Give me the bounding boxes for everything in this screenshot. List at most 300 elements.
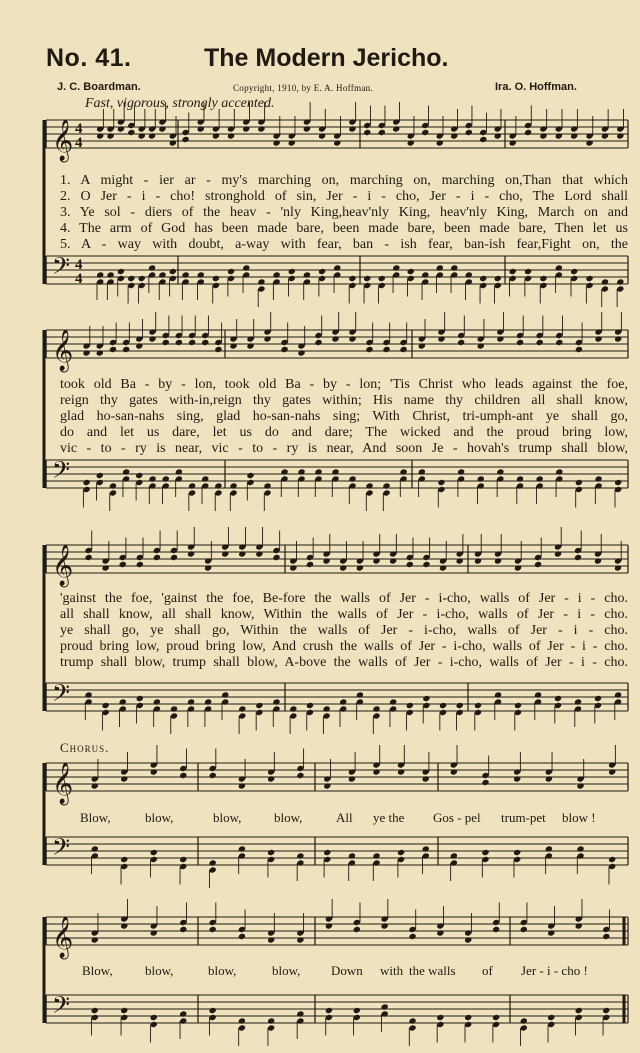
note-head	[421, 271, 429, 278]
note-head	[122, 346, 130, 353]
note-head	[614, 335, 622, 342]
note-head	[109, 346, 117, 353]
note-head	[348, 775, 356, 782]
note-head	[494, 691, 502, 698]
note-head	[450, 852, 458, 859]
note-head	[297, 468, 305, 475]
verse-2-line-a: 2. O Jer - i - cho! stronghold of sin, Jer - i - cho, Jer - i - cho, The Lord shall	[60, 189, 628, 204]
note-head	[170, 554, 178, 561]
note-head	[594, 335, 602, 342]
note-head	[179, 856, 187, 863]
note-head	[381, 922, 389, 929]
note-head	[594, 695, 602, 702]
note-head	[148, 475, 156, 482]
verse-3-line-b: glad ho-san-nahs sing, glad ho-san-nahs sing; With Christ, tri-umph-ant ye shall go,	[60, 409, 628, 424]
note-head	[520, 1017, 528, 1024]
note-head	[464, 936, 472, 943]
note-head	[514, 702, 522, 709]
note-head	[96, 132, 104, 139]
note-head	[575, 922, 583, 929]
note-head	[289, 564, 297, 571]
note-head	[91, 936, 99, 943]
note-head	[496, 468, 504, 475]
note-head	[263, 335, 271, 342]
note-head	[513, 775, 521, 782]
note-head	[509, 268, 517, 275]
note-head	[477, 342, 485, 349]
tempo-marking: Fast, vigorous, strongly accented.	[85, 96, 275, 111]
note-head	[616, 132, 624, 139]
note-head	[534, 691, 542, 698]
chorus-word: Blow,	[82, 963, 113, 978]
note-head	[117, 125, 125, 132]
note-head	[136, 561, 144, 568]
note-head	[187, 550, 195, 557]
note-head	[306, 561, 314, 568]
note-head	[238, 1017, 246, 1024]
note-head	[439, 564, 447, 571]
note-head	[238, 933, 246, 940]
note-head	[378, 275, 386, 282]
note-head	[296, 936, 304, 943]
note-head	[242, 125, 250, 132]
verse-4-line-b: do and let us dare, let us do and dare; The wicked and the proud bring low,	[60, 425, 628, 440]
chorus-word: blow,	[272, 963, 301, 978]
note-head	[91, 782, 99, 789]
note-head	[406, 561, 414, 568]
note-head	[153, 554, 161, 561]
chorus-word: Down	[331, 963, 363, 978]
note-head	[96, 349, 104, 356]
note-head	[601, 132, 609, 139]
note-head	[119, 698, 127, 705]
note-head	[494, 132, 502, 139]
note-head	[169, 139, 177, 146]
note-head	[536, 475, 544, 482]
chorus-word: blow,	[145, 810, 174, 825]
note-head	[267, 936, 275, 943]
note-head	[306, 702, 314, 709]
note-head	[450, 132, 458, 139]
note-head	[181, 271, 189, 278]
treble-clef: 𝄞	[52, 917, 74, 958]
note-head	[494, 557, 502, 564]
time-signature-bottom: 4	[75, 135, 83, 151]
note-head	[422, 695, 430, 702]
bass-clef: 𝄢	[52, 833, 71, 866]
note-head	[303, 271, 311, 278]
note-head	[229, 342, 237, 349]
note-head	[91, 1007, 99, 1014]
bass-clef: 𝄢	[52, 456, 71, 489]
note-head	[120, 856, 128, 863]
note-head	[227, 268, 235, 275]
note-head	[83, 349, 91, 356]
verse-1-line-a: 1. A might - ier ar - my's marching on, marching on, marching on,Than that which	[60, 173, 628, 188]
chorus-label: Chorus.	[60, 740, 110, 755]
note-head	[450, 264, 458, 271]
note-head	[201, 339, 209, 346]
note-head	[436, 1014, 444, 1021]
note-head	[214, 482, 222, 489]
note-head	[257, 125, 265, 132]
note-head	[348, 335, 356, 342]
note-head	[148, 264, 156, 271]
note-head	[96, 271, 104, 278]
note-head	[439, 702, 447, 709]
note-head	[84, 691, 92, 698]
note-head	[127, 129, 135, 136]
note-head	[323, 705, 331, 712]
note-head	[457, 339, 465, 346]
note-head	[150, 929, 158, 936]
note-head	[524, 268, 532, 275]
note-head	[594, 557, 602, 564]
chorus-word: Blow,	[80, 810, 111, 825]
note-head	[325, 1007, 333, 1014]
note-head	[389, 698, 397, 705]
verse-4-line-a: 4. The arm of God has been made bare, been made bare, been made bare, Then let us	[60, 221, 628, 236]
note-head	[179, 772, 187, 779]
note-head	[392, 264, 400, 271]
note-head	[221, 550, 229, 557]
note-head	[382, 346, 390, 353]
note-head	[297, 349, 305, 356]
note-head	[492, 926, 500, 933]
note-head	[91, 845, 99, 852]
chorus-word: the walls	[409, 963, 456, 978]
chorus-word: blow,	[145, 963, 174, 978]
note-head	[524, 129, 532, 136]
note-head	[457, 468, 465, 475]
chorus-word: blow !	[562, 810, 596, 825]
music-composer: Ira. O. Hoffman.	[495, 81, 577, 93]
note-head	[372, 705, 380, 712]
note-head	[272, 271, 280, 278]
note-head	[212, 132, 220, 139]
note-head	[601, 278, 609, 285]
note-head	[574, 554, 582, 561]
note-head	[323, 557, 331, 564]
treble-clef: 𝄞	[52, 120, 74, 161]
time-signature-top: 4	[75, 257, 83, 273]
note-head	[614, 691, 622, 698]
note-head	[608, 768, 616, 775]
note-head	[437, 479, 445, 486]
note-head	[227, 132, 235, 139]
note-head	[555, 132, 563, 139]
note-head	[229, 482, 237, 489]
note-head	[148, 335, 156, 342]
note-head	[608, 856, 616, 863]
note-head	[272, 698, 280, 705]
note-head	[465, 129, 473, 136]
note-head	[465, 271, 473, 278]
note-head	[333, 139, 341, 146]
note-head	[356, 564, 364, 571]
chorus-word: blow,	[208, 963, 237, 978]
note-head	[494, 275, 502, 282]
treble-clef: 𝄞	[52, 545, 74, 586]
note-head	[372, 557, 380, 564]
note-head	[602, 1007, 610, 1014]
note-head	[188, 482, 196, 489]
note-head	[539, 132, 547, 139]
note-head	[406, 702, 414, 709]
note-head	[153, 698, 161, 705]
note-head	[545, 775, 553, 782]
note-head	[102, 702, 110, 709]
note-head	[331, 335, 339, 342]
note-head	[392, 125, 400, 132]
note-head	[238, 845, 246, 852]
note-head	[150, 768, 158, 775]
verse-2-line-c: all shall know, all shall know, Within the walls of Jer - i-cho, walls of Jer - i - cho.	[60, 607, 628, 622]
note-head	[325, 922, 333, 929]
note-head	[288, 139, 296, 146]
note-head	[263, 482, 271, 489]
note-head	[331, 468, 339, 475]
note-head	[267, 1017, 275, 1024]
chorus-word: trum-pet	[501, 810, 546, 825]
note-head	[418, 468, 426, 475]
note-head	[399, 346, 407, 353]
note-head	[421, 129, 429, 136]
note-head	[407, 268, 415, 275]
note-head	[246, 472, 254, 479]
note-head	[150, 1014, 158, 1021]
time-signature-top: 4	[75, 121, 83, 137]
note-head	[162, 339, 170, 346]
note-head	[547, 1014, 555, 1021]
note-head	[554, 695, 562, 702]
note-head	[389, 557, 397, 564]
words-author: J. C. Boardman.	[57, 81, 141, 93]
note-head	[162, 475, 170, 482]
note-head	[255, 550, 263, 557]
note-head	[148, 132, 156, 139]
note-head	[120, 922, 128, 929]
note-head	[323, 849, 331, 856]
note-head	[339, 564, 347, 571]
chorus-word: Gos - pel	[433, 810, 481, 825]
copyright-notice: Copyright, 1910, by E. A. Hoffman.	[233, 83, 374, 93]
note-head	[197, 271, 205, 278]
note-head	[372, 768, 380, 775]
note-head	[109, 482, 117, 489]
note-head	[135, 342, 143, 349]
note-head	[296, 852, 304, 859]
note-head	[280, 468, 288, 475]
note-head	[318, 132, 326, 139]
note-head	[120, 1007, 128, 1014]
note-head	[363, 275, 371, 282]
treble-clef: 𝄞	[52, 330, 74, 371]
note-head	[84, 554, 92, 561]
note-head	[513, 849, 521, 856]
note-head	[127, 275, 135, 282]
note-head	[570, 268, 578, 275]
bass-clef: 𝄢	[52, 252, 71, 285]
note-head	[197, 125, 205, 132]
note-head	[614, 564, 622, 571]
note-head	[474, 557, 482, 564]
note-head	[158, 125, 166, 132]
chorus-word: blow,	[213, 810, 242, 825]
verse-5-line-a: 5. A - way with doubt, a-way with fear, ban - ish fear, ban-ish fear,Fight on, the	[60, 237, 628, 252]
note-head	[209, 926, 217, 933]
note-head	[570, 132, 578, 139]
note-head	[296, 772, 304, 779]
note-head	[450, 768, 458, 775]
note-head	[378, 129, 386, 136]
verse-1-line-b: took old Ba - by - lon, took old Ba - by - lon; 'Tis Christ who leads against the foe,	[60, 377, 628, 392]
note-head	[397, 849, 405, 856]
note-head	[456, 557, 464, 564]
note-head	[170, 705, 178, 712]
note-head	[381, 1003, 389, 1010]
note-head	[554, 550, 562, 557]
note-head	[238, 550, 246, 557]
note-head	[221, 691, 229, 698]
note-head	[288, 268, 296, 275]
note-head	[204, 564, 212, 571]
note-head	[120, 775, 128, 782]
note-head	[318, 268, 326, 275]
note-head	[214, 346, 222, 353]
note-head	[175, 468, 183, 475]
note-head	[280, 346, 288, 353]
note-head	[575, 479, 583, 486]
note-head	[422, 775, 430, 782]
note-head	[188, 339, 196, 346]
note-head	[209, 1007, 217, 1014]
note-head	[575, 346, 583, 353]
note-head	[514, 564, 522, 571]
note-head	[436, 139, 444, 146]
note-head	[187, 698, 195, 705]
note-head	[616, 278, 624, 285]
verse-4-line-c: proud bring low, proud bring low, And crush the walls of Jer - i-cho, walls of Jer - i - cho.	[60, 639, 628, 654]
hymn-number: No. 41.	[46, 44, 132, 72]
note-head	[516, 475, 524, 482]
note-head	[479, 275, 487, 282]
note-head	[136, 695, 144, 702]
note-head	[547, 929, 555, 936]
note-head	[303, 125, 311, 132]
note-head	[204, 698, 212, 705]
note-head	[614, 479, 622, 486]
note-head	[246, 342, 254, 349]
note-head	[150, 849, 158, 856]
note-head	[576, 845, 584, 852]
note-head	[201, 475, 209, 482]
note-head	[272, 554, 280, 561]
note-head	[397, 768, 405, 775]
note-head	[122, 468, 130, 475]
note-head	[585, 275, 593, 282]
note-head	[464, 1014, 472, 1021]
note-head	[474, 702, 482, 709]
note-head	[135, 472, 143, 479]
note-head	[138, 132, 146, 139]
note-head	[575, 1007, 583, 1014]
note-head	[418, 342, 426, 349]
note-head	[594, 475, 602, 482]
note-head	[353, 1007, 361, 1014]
note-head	[422, 845, 430, 852]
chorus-word: with	[380, 963, 404, 978]
note-head	[212, 275, 220, 282]
note-head	[179, 1010, 187, 1017]
note-head	[437, 335, 445, 342]
hymn-title: The Modern Jericho.	[204, 44, 449, 72]
note-head	[436, 929, 444, 936]
note-head	[516, 339, 524, 346]
chorus-word: blow,	[274, 810, 303, 825]
note-head	[365, 346, 373, 353]
note-head	[574, 698, 582, 705]
note-head	[102, 564, 110, 571]
note-head	[83, 479, 91, 486]
verse-2-line-b: reign thy gates with-in,reign thy gates within; His name thy children all shall know,	[60, 393, 628, 408]
note-head	[555, 264, 563, 271]
verse-1-line-c: 'gainst the foe, 'gainst the foe, Be-fore the walls of Jer - i-cho, walls of Jer - i - cho.	[60, 591, 628, 606]
note-head	[353, 926, 361, 933]
note-head	[175, 339, 183, 346]
chorus-word: of	[482, 963, 493, 978]
note-head	[238, 782, 246, 789]
note-head	[209, 772, 217, 779]
note-head	[602, 933, 610, 940]
note-head	[479, 136, 487, 143]
note-head	[348, 275, 356, 282]
chorus-word: ye the	[373, 810, 405, 825]
note-head	[106, 132, 114, 139]
note-head	[314, 339, 322, 346]
note-head	[119, 561, 127, 568]
verse-3-line-c: ye shall go, ye shall go, Within the walls of Jer - i-cho, walls of Jer - i - cho.	[60, 623, 628, 638]
note-head	[267, 849, 275, 856]
note-head	[333, 264, 341, 271]
note-head	[585, 139, 593, 146]
note-head	[209, 859, 217, 866]
note-head	[576, 782, 584, 789]
note-head	[407, 139, 415, 146]
note-head	[481, 849, 489, 856]
note-head	[169, 268, 177, 275]
note-head	[422, 561, 430, 568]
note-head	[492, 1014, 500, 1021]
verse-3-line-a: 3. Ye sol - diers of the heav - 'nly King,heav'nly King, heav'nly King, March on and	[60, 205, 628, 220]
note-head	[272, 139, 280, 146]
note-head	[481, 779, 489, 786]
note-head	[348, 125, 356, 132]
note-head	[555, 468, 563, 475]
note-head	[117, 268, 125, 275]
note-head	[382, 482, 390, 489]
note-head	[372, 852, 380, 859]
verse-5-line-c: trump shall blow, trump shall blow, A-bove the walls of Jer - i-cho, walls of Jer - i - cho.	[60, 655, 628, 670]
time-signature-bottom: 4	[75, 271, 83, 287]
note-head	[456, 702, 464, 709]
note-head	[536, 339, 544, 346]
note-head	[257, 278, 265, 285]
note-head	[436, 264, 444, 271]
note-head	[356, 691, 364, 698]
note-head	[267, 775, 275, 782]
note-head	[339, 698, 347, 705]
